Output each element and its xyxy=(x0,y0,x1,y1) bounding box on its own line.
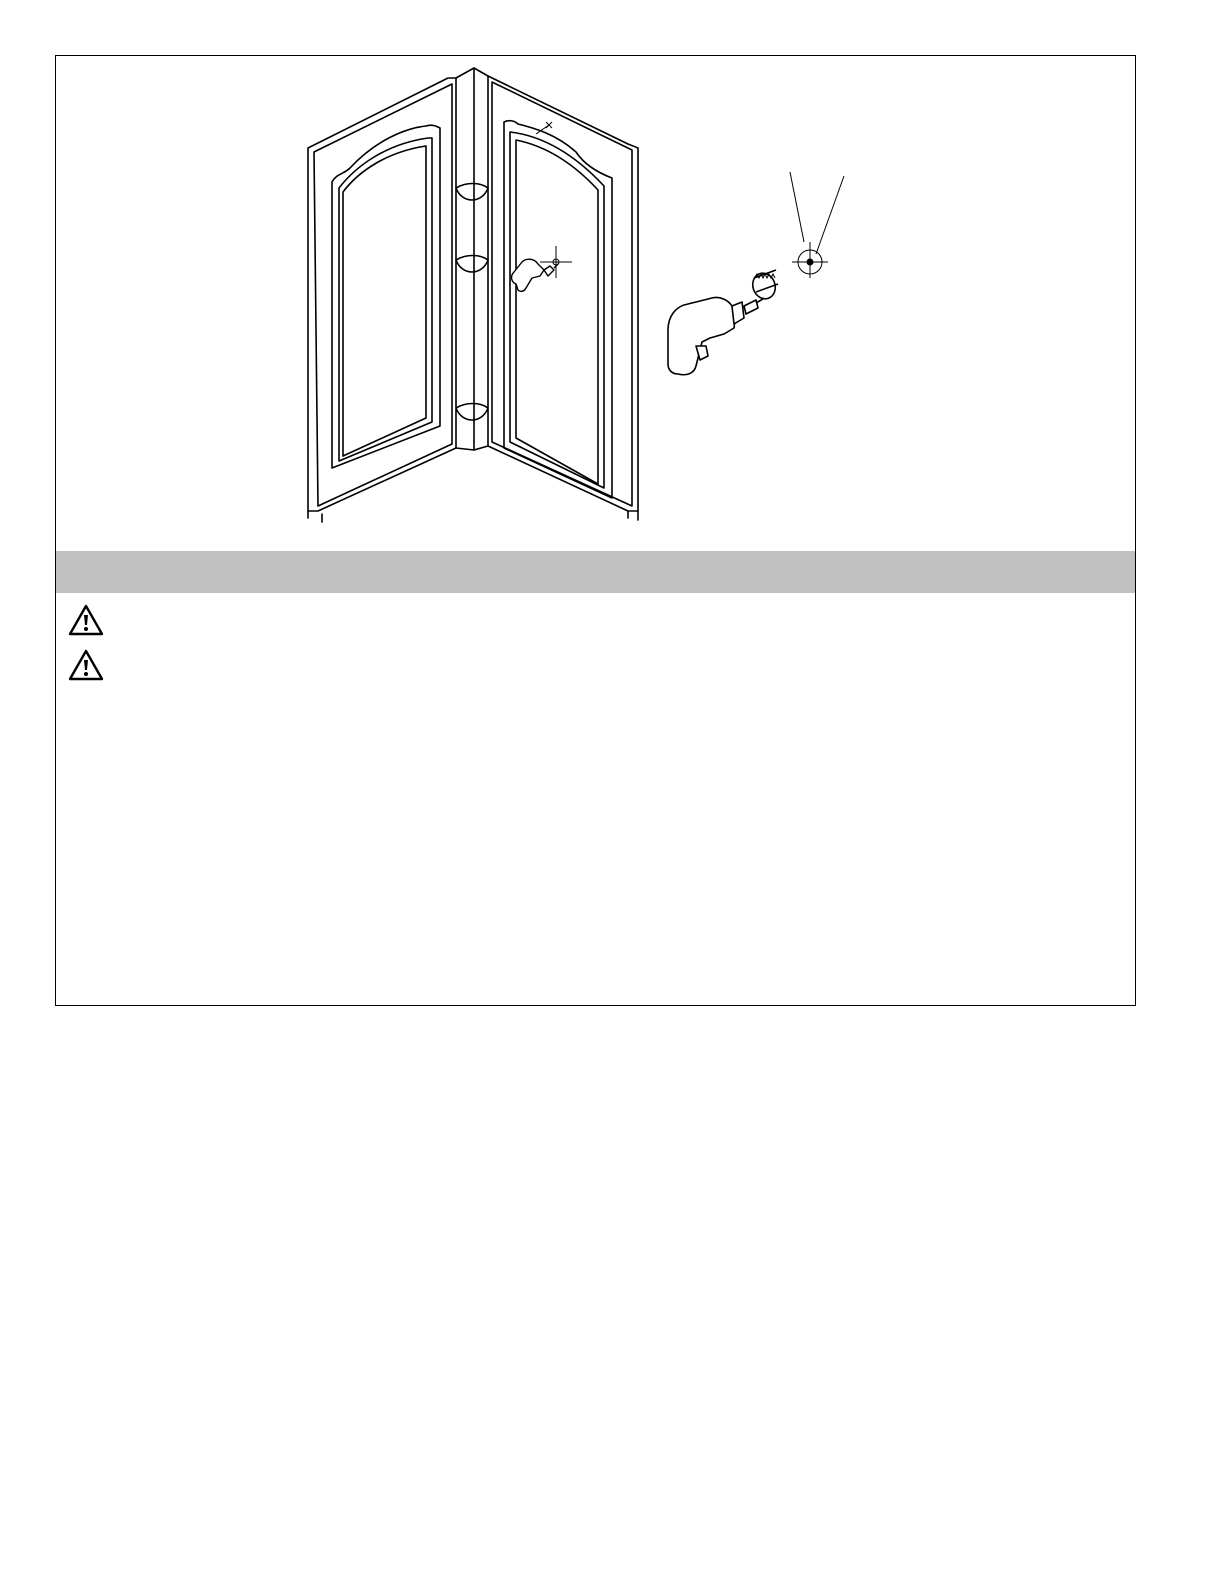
section-header-band xyxy=(56,551,1135,593)
instruction-panel xyxy=(55,55,1136,1006)
crosshair-target-icon xyxy=(790,172,844,278)
corner-shelf-bottom xyxy=(456,404,488,421)
left-wall-panel xyxy=(308,78,456,511)
warning-triangle-icon xyxy=(68,649,104,681)
warning-row xyxy=(68,603,1108,637)
installation-illustration xyxy=(56,56,1134,550)
warning-row xyxy=(68,648,1108,682)
crosshair-small-icon xyxy=(540,246,572,278)
small-drill-icon xyxy=(512,259,558,291)
right-wall-panel xyxy=(488,76,638,511)
corner-column xyxy=(456,68,488,450)
corner-shelf-middle xyxy=(456,256,488,273)
warning-triangle-icon xyxy=(68,604,104,636)
drill-icon xyxy=(668,270,779,375)
corner-shelf-top xyxy=(456,184,488,201)
